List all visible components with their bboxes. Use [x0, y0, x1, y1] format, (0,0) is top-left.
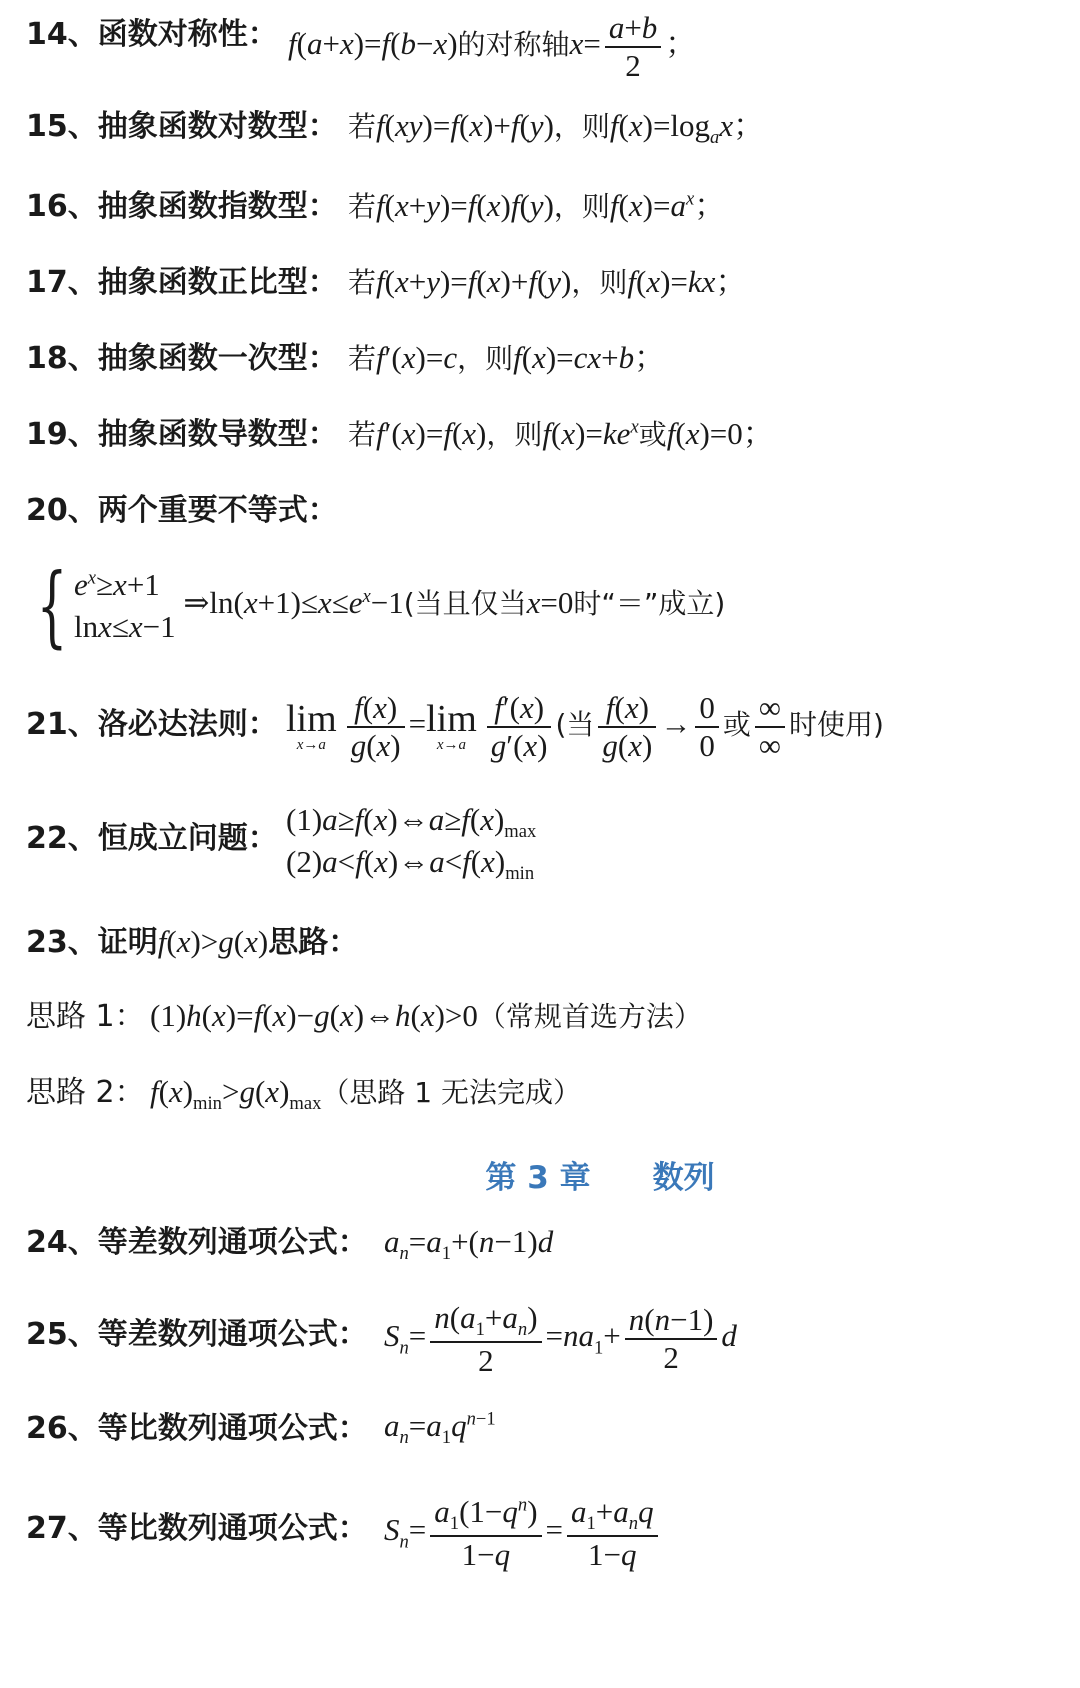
idea-2-formula: $f(x)_{min}>g(x)_{max}$（思路 1 无法完成）: [150, 1074, 582, 1115]
item-24-label: 24、等差数列通项公式：: [26, 1225, 368, 1260]
item-26-label: 26、等比数列通项公式：: [26, 1411, 368, 1446]
chapter-heading: 第 3 章 数列: [485, 1160, 715, 1196]
idea-1-formula: (1)h(x)=f(x)−g(x)⇔h(x)>0（常规首选方法）: [150, 998, 702, 1033]
item-17-label: 17、抽象函数正比型：: [26, 265, 338, 300]
item-23-label: 23、证明f(x)>g(x)思路：: [26, 924, 359, 960]
item-14-formula: f(a+x)=f(b−x)的对称轴x= $\frac{a+b}{2}$ ；: [288, 10, 697, 83]
idea-2-label: 思路 2：: [26, 1075, 145, 1110]
idea-1-label: 思路 1：: [26, 999, 145, 1034]
item-27-formula: $S_n=$ $\frac{a_1(1-q^n)}{1-q}$ = $\frac{a_1+a_nq}{1-q}$: [384, 1494, 662, 1572]
item-25-label: 25、等差数列通项公式：: [26, 1317, 368, 1352]
item-15-label: 15、抽象函数对数型：: [26, 109, 338, 144]
item-18-label: 18、抽象函数一次型：: [26, 341, 338, 376]
item-18-formula: 若f′(x)=c，则f(x)=cx+b；: [348, 340, 666, 375]
item-26-formula: $a_n=a_1q^{n-1}$: [384, 1408, 496, 1449]
item-21-label: 21、洛必达法则：: [26, 707, 278, 742]
item-20-label: 20、两个重要不等式：: [26, 493, 338, 528]
item-19-formula: 若f′(x)=f(x)，则$f(x)=ke^x$或f(x)=0；: [348, 416, 774, 451]
item-24-formula: $a_n=a_1+(n-1)d$: [384, 1224, 554, 1265]
item-16-formula: 若f(x+y)=f(x)f(y)，则$f(x)=a^x$；: [348, 188, 726, 223]
item-22-label: 22、恒成立问题：: [26, 821, 278, 856]
item-22-formula-1: $(1)a\ge f(x)\Leftrightarrow a\ge f(x)_{max}$: [286, 802, 537, 843]
item-21-formula: lim x→a $\frac{f(x)}{g(x)}$ = lim x→a $\frac{f'(x)}{g'(x)}$ (当 $\frac{f(x)}{g(x)}$ → $\frac{0}{0}$ 或 $\frac{\infty}{\infty}$ 时使用): [286, 690, 884, 763]
item-25-formula: $S_n=$ $\frac{n(a_1+a_n)}{2}$ $=na_1+$ $\frac{n(n-1)}{2}$ d: [384, 1300, 737, 1378]
item-17-formula: 若f(x+y)=f(x)+f(y)，则f(x)=kx；: [348, 264, 747, 299]
item-19-label: 19、抽象函数导数型：: [26, 417, 338, 452]
item-16-label: 16、抽象函数指数型：: [26, 189, 338, 224]
item-22-formula-2: $(2)a<f(x)\Leftrightarrow a<f(x)_{min}$: [286, 844, 535, 885]
item-14-label: 14、函数对称性：: [26, 17, 278, 52]
item-15-formula: 若f(xy)=f(x)+f(y)，则$f(x)=\log_ax$；: [348, 108, 765, 149]
item-20-formula: { $e^x\ge x+1$ lnx≤x−1 $\Rightarrow\ln(x+1)\le x\le e^x-1$(当且仅当x=0时“＝”成立): [36, 554, 726, 657]
item-27-label: 27、等比数列通项公式：: [26, 1511, 368, 1546]
